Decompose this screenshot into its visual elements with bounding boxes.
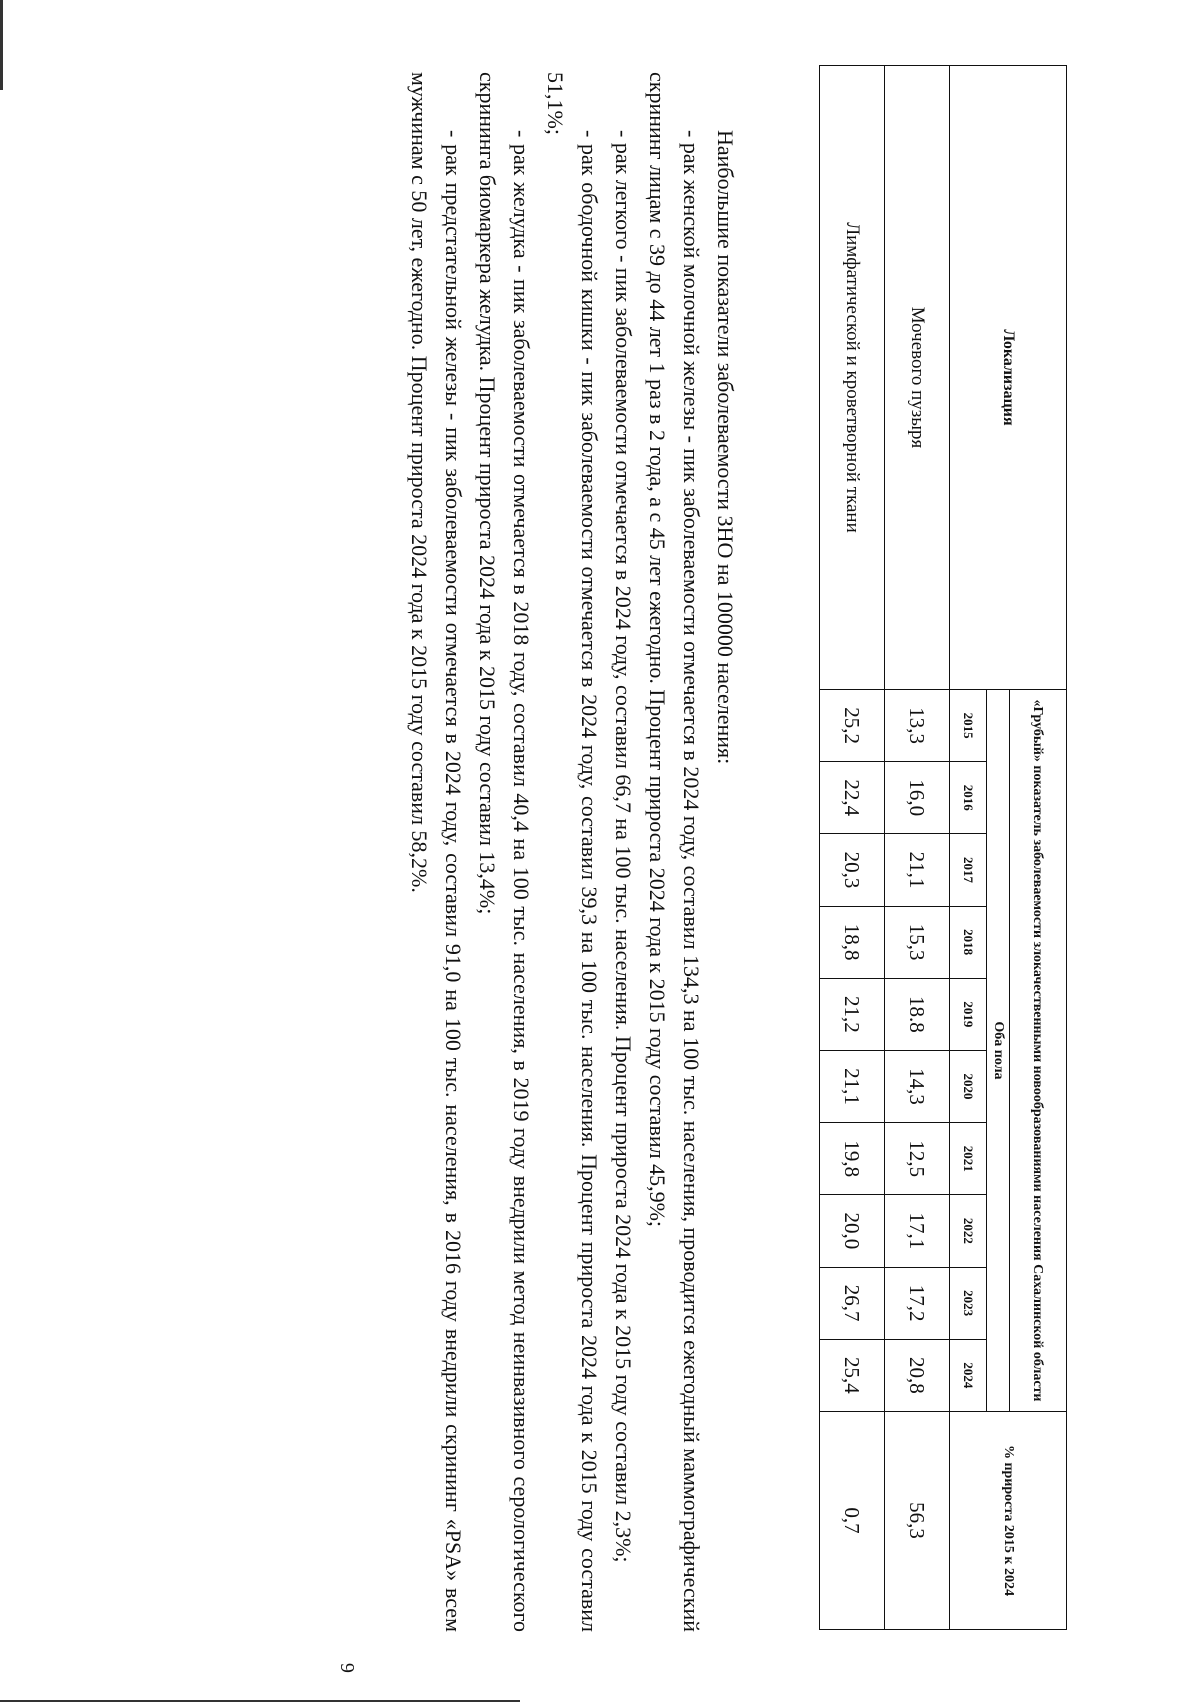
cell-value: 16,0	[885, 762, 950, 834]
cell-value: 14,3	[885, 1050, 950, 1122]
list-item: - рак желудка - пик заболеваемости отмечается в 2018 году, составил 40,4 на 100 тыс. населения, в 2019 году внедрили метод неинвазивного серологического скрининга биомаркера желудка. Процент прироста 2024 года к 2015 году составил 13,4%;	[475, 72, 534, 1632]
year-header: 2018	[950, 906, 987, 978]
cell-value: 15,3	[885, 906, 950, 978]
cell-value: 18.8	[885, 978, 950, 1050]
cell-value: 12,5	[885, 1123, 950, 1195]
cell-value: 20,0	[820, 1195, 885, 1267]
year-header: 2015	[950, 690, 987, 762]
cell-value: 17,2	[885, 1267, 950, 1339]
body-text	[402, 72, 742, 1632]
header-localization: Локализация	[950, 66, 1067, 690]
header-indicator: «Грубый» показатель заболеваемости злокачественными новообразованиями населения Сахалинской области	[1010, 690, 1067, 1412]
scan-edge-line	[0, 0, 3, 90]
table-row	[885, 66, 950, 1630]
year-header: 2019	[950, 978, 987, 1050]
cell-value: 21,1	[820, 1050, 885, 1122]
growth-value: 56,3	[885, 1412, 950, 1630]
cell-value: 17,1	[885, 1195, 950, 1267]
cell-value: 21,1	[885, 834, 950, 906]
cell-value: 25,2	[820, 690, 885, 762]
cell-value: 25,4	[820, 1339, 885, 1411]
list-item: - рак ободочной кишки - пик заболеваемости отмечается в 2024 году, составил 39,3 на 100 тыс. населения. Процент прироста 2024 года к 2015 году составил 51,1%;	[543, 72, 602, 1632]
year-header: 2022	[950, 1195, 987, 1267]
scan-edge-line	[0, 1700, 520, 1702]
header-both-sexes: Оба пола	[987, 690, 1010, 1412]
cell-value: 22,4	[820, 762, 885, 834]
row-name: Лимфатической и кроветворной ткани	[820, 66, 885, 690]
list-item: - рак предстательной железы - пик заболеваемости отмечается в 2024 году, составил 91,0 на 100 тыс. населения, в 2016 году внедрили скрининг «PSA» всем мужчинам с 50 лет, ежегодно. Процент прироста 2024 года к 2015 году составил 58,2%.	[407, 72, 466, 1632]
year-header: 2016	[950, 762, 987, 834]
incidence-table	[819, 65, 1067, 1630]
growth-value: 0,7	[820, 1412, 885, 1630]
year-header: 2017	[950, 834, 987, 906]
year-header: 2023	[950, 1267, 987, 1339]
list-item: - рак легкого - пик заболеваемости отмечается в 2024 году, составил 66,7 на 100 тыс. населения. Процент прироста 2024 года к 2015 году составил 2,3%;	[611, 130, 636, 1563]
year-header: 2021	[950, 1123, 987, 1195]
row-name: Мочевого пузыря	[885, 66, 950, 690]
cell-value: 20,3	[820, 834, 885, 906]
table-header-row	[1010, 66, 1067, 1630]
year-header: 2024	[950, 1339, 987, 1411]
table-row	[820, 66, 885, 1630]
cell-value: 21,2	[820, 978, 885, 1050]
cell-value: 18,8	[820, 906, 885, 978]
list-item: - рак женской молочной железы - пик заболеваемости отмечается в 2024 году, составил 134,3 на 100 тыс. населения, проводится ежегодный маммографический скрининг лицам с 39 до 44 лет 1 раз в 2 года, а с 45 лет ежегодно. Процент прироста 2024 года к 2015 году составил 45,9%;	[645, 72, 704, 1632]
year-header: 2020	[950, 1050, 987, 1122]
header-growth: % прироста 2015 к 2024	[950, 1412, 1067, 1630]
cell-value: 19,8	[820, 1123, 885, 1195]
cell-value: 20,8	[885, 1339, 950, 1411]
page-number: 6	[337, 1663, 359, 1673]
cell-value: 13,3	[885, 690, 950, 762]
cell-value: 26,7	[820, 1267, 885, 1339]
intro-paragraph: Наибольшие показатели заболеваемости ЗНО на 100000 населения:	[713, 130, 738, 765]
